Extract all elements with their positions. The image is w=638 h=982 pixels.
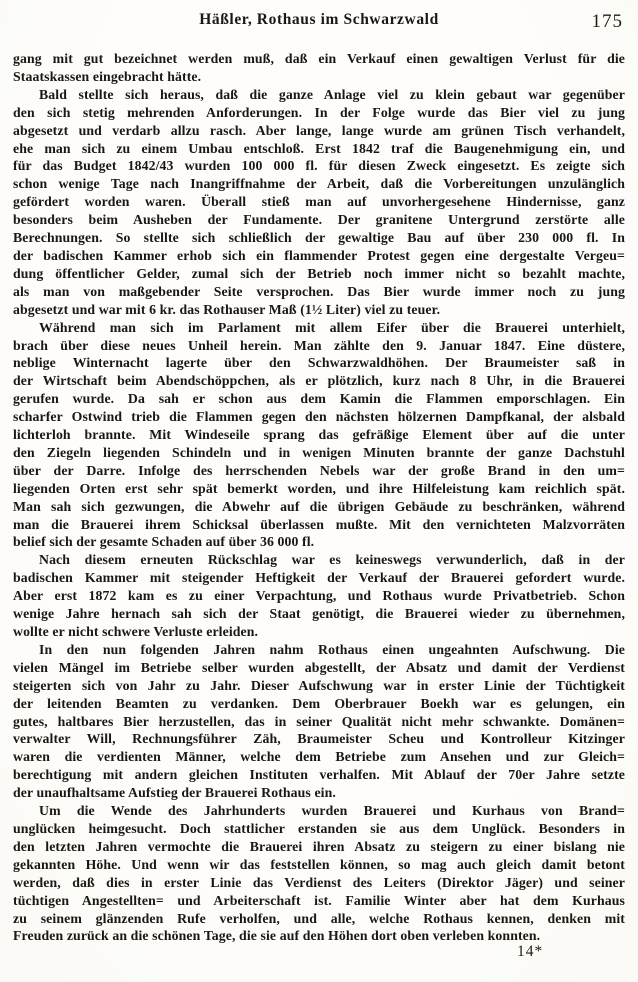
- running-title: Häßler, Rothaus im Schwarzwald: [199, 11, 439, 28]
- text-line: Staatskassen eingebracht hätte.: [13, 68, 202, 84]
- text-line: neblige Winternacht lagerte über den Schwarzwaldhöhen. Der Braumeister saß in: [13, 355, 625, 371]
- text-line: In den nun folgenden Jahren nahm Rothaus einen ungeahnten Aufschwung. Die: [39, 641, 625, 657]
- text-line: lichterloh brannte. Mit Windeseile sprang das gefräßige Element über auf die unter: [13, 427, 625, 443]
- text-line: den sich stetig mehrenden Anforderungen. In der Folge wurde das Bier viel zu jung: [13, 104, 625, 120]
- paragraph: [13, 802, 625, 945]
- text-line: zu seinem glänzenden Rufe verholfen, und alle, welche Rothaus kennen, denken mit: [13, 910, 625, 926]
- text-line: als man von maßgebender Seite versprochen. Das Bier wurde immer noch zu jung: [13, 283, 625, 299]
- text-line: tüchtigen Angestellten= und Arbeiterschaft ist. Familie Winter aber hat dem Kurhaus: [13, 892, 625, 908]
- text-line: gefördert worden waren. Überall stieß man auf unvorhergesehene Hindernisse, ganz: [13, 194, 625, 210]
- text-line: besonders beim Ausheben der Fundamente. Der granitene Untergrund zerstörte alle: [13, 212, 625, 228]
- text-line: über der Darre. Infolge des herrschenden Nebels war der große Brand in den um=: [13, 462, 625, 478]
- text-line: man die Brauerei ihrem Schicksal überlassen mußte. Mit den vernichteten Malzvorräten: [13, 516, 625, 532]
- text-line: der leitenden Beamten zu verdanken. Dem Oberbrauer Boekh war es gelungen, ein: [13, 695, 625, 711]
- paragraph: [13, 86, 625, 319]
- paragraph: [13, 50, 625, 86]
- text-line: Freuden zurück an die schönen Tage, die sie auf den Höhen dort oben verleben konnten.: [13, 928, 541, 944]
- text-line: vielen Mängel im Betriebe selber wurden abgestellt, der Absatz und damit der Verdienst: [13, 659, 625, 675]
- text-line: dung öffentlicher Gelder, zumal sich der Betrieb noch immer nicht so bezahlt machte,: [13, 265, 625, 281]
- text-line: der Wirtschaft beim Abendschöppchen, als er plötzlich, kurz nach 8 Uhr, in die Brauerei: [13, 373, 625, 389]
- page-number: 175: [591, 11, 623, 32]
- text-line: unglücken heimgesucht. Doch stattlicher erstanden sie aus dem Unglück. Besonders in: [13, 820, 625, 836]
- text-line: der badischen Kammer erhob sich ein flammender Protest gegen eine dergestalte Vergeu=: [13, 247, 625, 263]
- body-text: [13, 50, 625, 945]
- text-line: waren die verdienten Männer, welche dem Betriebe zum Ansehen und zur Gleich=: [13, 749, 625, 765]
- signature-mark: 14*: [517, 943, 544, 960]
- text-line: gang mit gut bezeichnet werden muß, daß ein Verkauf einen gewaltigen Verlust für die: [13, 51, 625, 66]
- paragraph: [13, 319, 625, 552]
- text-line: berechtigung mit andern gleichen Instituten verhalfen. Mit Ablauf der 70er Jahre setzte: [13, 767, 625, 783]
- text-line: wollte er nicht schwere Verluste erleiden.: [13, 624, 259, 639]
- text-line: wenige Jahre hernach sah sich der Staat genötigt, die Brauerei wieder zu übernehmen,: [13, 606, 625, 622]
- text-line: werden, daß dies in erster Linie das Verdienst des Leiters (Direktor Jäger) und seiner: [13, 874, 625, 890]
- text-line: den Ziegeln liegenden Schindeln und in wenigen Minuten brannte der ganze Dachstuhl: [13, 444, 625, 460]
- text-line: Nach diesem erneuten Rückschlag war es keineswegs verwunderlich, daß in der: [39, 552, 625, 568]
- text-line: abgesetzt und war mit 6 kr. das Rothauser Maß (1½ Liter) viel zu teuer.: [13, 301, 441, 317]
- text-line: der unaufhaltsame Aufstieg der Brauerei Rothaus ein.: [13, 785, 336, 801]
- text-line: schon wenige Tage nach Inangriffnahme der Arbeit, daß die Vorbereitungen unzulänglich: [13, 176, 625, 192]
- text-line: steigerten sich von Jahr zu Jahr. Dieser Aufschwung war in erster Linie der Tüchtigkeit: [13, 677, 625, 693]
- page-header: [0, 11, 638, 35]
- text-line: Berechnungen. So stellte sich schließlich der gewaltige Bau auf über 230 000 fl. In: [13, 230, 625, 246]
- text-line: belief sich der gesamte Schaden auf über 36 000 fl.: [13, 534, 315, 550]
- text-line: Um die Wende des Jahrhunderts wurden Brauerei und Kurhaus von Brand=: [39, 803, 625, 819]
- text-line: scharfer Ostwind trieb die Flammen gegen den nächsten hölzernen Dampfkanal, der alsbald: [13, 409, 625, 425]
- text-line: liegenden Orten erst sehr spät bemerkt worden, und ihre Hilfeleistung kam reichlich spät.: [13, 480, 625, 496]
- text-line: Während man sich im Parlament mit allem Eifer über die Brauerei unterhielt,: [39, 319, 625, 335]
- text-line: ehe man sich zu einem Umbau entschloß. Erst 1842 traf die Baugenehmigung ein, und: [13, 140, 625, 156]
- text-line: den letzten Jahren vermochte die Brauerei ihren Absatz zu steigern zu einer bislang nie: [13, 838, 625, 854]
- paragraph: [13, 551, 625, 641]
- text-line: abgesetzt und verdarb allzu rasch. Aber lange, lange wurde am grünen Tisch verhandelt,: [13, 122, 625, 138]
- text-line: gekannten Höhe. Und wenn wir das feststellen können, so mag auch gleich damit betont: [13, 856, 625, 872]
- text-line: badischen Kammer mit steigender Heftigkeit der Verkauf der Brauerei gefordert wurde.: [13, 570, 625, 586]
- text-line: Bald stellte sich heraus, daß die ganze Anlage viel zu klein gebaut war gegenüber: [39, 86, 625, 102]
- text-line: Man sah sich gezwungen, die Abwehr auf die übrigen Gebäude zu beschränken, während: [13, 498, 625, 514]
- text-line: Aber erst 1872 kam es zu einer Verpachtung, und Rothaus wurde Privatbetrieb. Schon: [13, 588, 625, 604]
- paragraph: [13, 641, 625, 802]
- text-line: für das Budget 1842/43 wurden 100 000 fl. für diesen Zweck eingesetzt. Es zeigte sich: [13, 158, 625, 174]
- text-line: brach über diese neues Unheil herein. Man zählte den 9. Januar 1847. Eine düstere,: [13, 337, 625, 353]
- text-line: gerufen wurde. Da sah er schon aus dem Kamin die Flammen emporschlagen. Ein: [13, 391, 625, 407]
- text-line: verwalter Will, Rechnungsführer Zäh, Braumeister Scheu und Kontrolleur Kitzinger: [13, 731, 625, 747]
- text-line: gutes, haltbares Bier herzustellen, das in seiner Qualität nicht mehr schwankte. Domänen=: [13, 713, 625, 729]
